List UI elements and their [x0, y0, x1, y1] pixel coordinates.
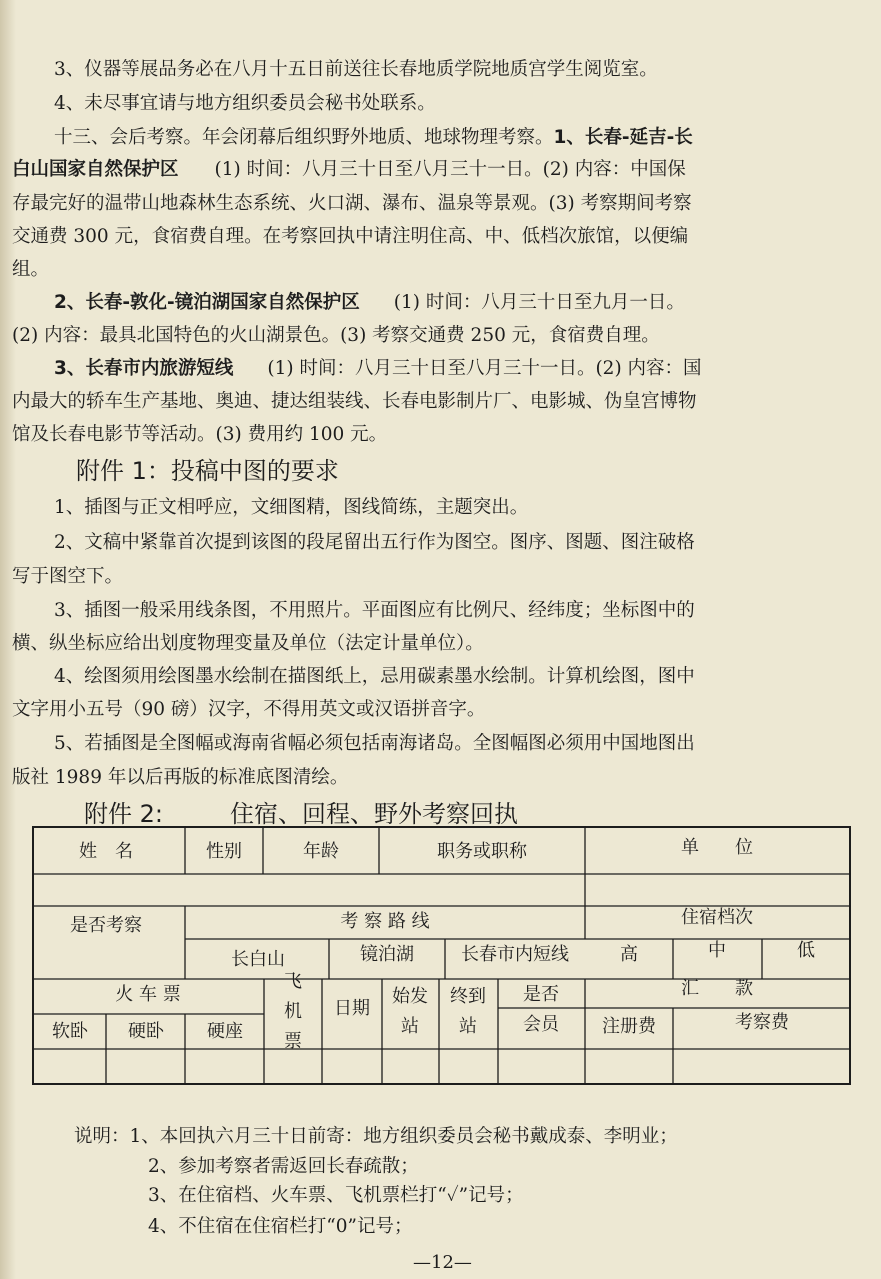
col-position: 职务或职称: [437, 841, 527, 862]
route-1-desc: 存最完好的温带山地森林生态系统、火口湖、瀑布、温泉等景观。(3) 考察期间考察: [12, 193, 692, 214]
col-inspect: 是否考察: [70, 915, 142, 936]
col-arrive: 终到站: [450, 986, 486, 1037]
route-1-line: [12, 153, 686, 186]
col-train: 火 车 票: [115, 984, 181, 1005]
att1-rule-3b: 横、纵坐标应给出划度物理变量及单位（法定计量单位）。: [12, 633, 484, 654]
lodging-mid: 中: [708, 940, 726, 961]
route-3-fee: 馆及长春电影节等活动。(3) 费用约 100 元。: [12, 424, 388, 445]
receipt-form-table: [32, 826, 851, 1085]
col-unit: 单 位: [681, 837, 753, 858]
lodging-high: 高: [620, 944, 638, 965]
att1-rule-3a: 3、插图一般采用线条图，不用照片。平面图应有比例尺、经纬度；坐标图中的: [54, 600, 695, 621]
att1-rule-2a: 2、文稿中紧靠首次提到该图的段尾留出五行作为图空。图序、图题、图注破格: [54, 532, 695, 553]
section-13-line: [54, 121, 693, 154]
col-remit: 汇 款: [681, 978, 753, 999]
route-1-fee: 交通费 300 元，食宿费自理。在考察回执中请注明住高、中、低档次旅馆，以便编: [12, 226, 689, 247]
route-1-name: 1、长春-延吉-长: [553, 127, 693, 148]
route-jingpo: 镜泊湖: [360, 944, 414, 965]
col-name: 姓 名: [79, 841, 133, 862]
route-1-time: (1) 时间：八月三十日至八月三十一日。(2) 内容：中国保: [214, 159, 686, 180]
note-3: 3、在住宿档、火车票、飞机票栏打“✓”记号；: [148, 1185, 524, 1206]
attachment-1-title: 附件 1：投稿中图的要求: [76, 457, 339, 485]
route-3-desc: 内最大的轿车生产基地、奥迪、捷达组装线、长春电影制片厂、电影城、伪皇宫博物: [12, 391, 697, 412]
col-plane: 飞机票: [284, 971, 302, 1052]
route-2-name: 2、长春-敦化-镜泊湖国家自然保护区: [54, 292, 360, 313]
route-1-end: 组。: [12, 259, 50, 280]
route-3-line: [54, 352, 702, 385]
att1-rule-5b: 版社 1989 年以后再版的标准底图清绘。: [12, 767, 349, 788]
attachment-2-label: 附件 2:: [84, 800, 163, 828]
att1-rule-1: 1、插图与正文相呼应，文细图精，图线简练，主题突出。: [54, 497, 529, 518]
route-2-line: [54, 286, 685, 319]
att1-rule-4a: 4、绘图须用绘图墨水绘制在描图纸上，忌用碳素墨水绘制。计算机绘图，图中: [54, 666, 695, 687]
route-changbai: 长白山: [231, 949, 285, 970]
note-2: 2、参加考察者需返回长春疏散；: [148, 1156, 419, 1177]
att1-rule-4b: 文字用小五号（90 磅）汉字，不得用英文或汉语拼音字。: [12, 699, 486, 720]
route-3-time: (1) 时间：八月三十日至八月三十一日。(2) 内容：国: [267, 358, 702, 379]
item-4: 4、未尽事宜请与地方组织委员会秘书处联系。: [54, 93, 436, 114]
section-13-intro: 十三、会后考察。年会闭幕后组织野外地质、地球物理考察。: [54, 127, 554, 148]
train-hard-seat: 硬座: [207, 1021, 243, 1042]
train-hard-sleeper: 硬卧: [128, 1021, 164, 1042]
page-number: —12—: [413, 1252, 472, 1273]
lodging-low: 低: [797, 940, 815, 961]
col-member: 是否会员: [523, 984, 559, 1035]
col-lodging: 住宿档次: [681, 907, 753, 928]
att1-rule-2b: 写于图空下。: [12, 566, 124, 587]
attachment-2-title: 住宿、回程、野外考察回执: [230, 800, 518, 828]
col-age: 年龄: [303, 841, 339, 862]
note-4: 4、不住宿在住宿栏打“0”记号；: [148, 1216, 413, 1237]
table-grid-lines: [32, 826, 851, 1085]
col-gender: 性别: [206, 841, 242, 862]
train-soft-sleeper: 软卧: [52, 1021, 88, 1042]
col-depart: 始发站: [392, 986, 428, 1037]
route-1-name-cont: 白山国家自然保护区: [12, 159, 179, 180]
route-2-desc: (2) 内容：最具北国特色的火山湖景色。(3) 考察交通费 250 元，食宿费自理。: [12, 325, 660, 346]
col-date: 日期: [334, 998, 370, 1019]
note-1: 说明：1、本回执六月三十日前寄：地方组织委员会秘书戴成泰、李明业；: [74, 1126, 678, 1147]
route-city: 长春市内短线: [461, 944, 569, 965]
fee-registration: 注册费: [602, 1016, 656, 1037]
att1-rule-5a: 5、若插图是全图幅或海南省幅必须包括南海诸岛。全图幅图必须用中国地图出: [54, 733, 695, 754]
route-2-time: (1) 时间：八月三十日至九月一日。: [393, 292, 685, 313]
item-3: 3、仪器等展品务必在八月十五日前送往长春地质学院地质宫学生阅览室。: [54, 59, 658, 80]
fee-inspection: 考察费: [735, 1012, 789, 1033]
col-route: 考 察 路 线: [340, 911, 430, 932]
route-3-name: 3、长春市内旅游短线: [54, 358, 234, 379]
